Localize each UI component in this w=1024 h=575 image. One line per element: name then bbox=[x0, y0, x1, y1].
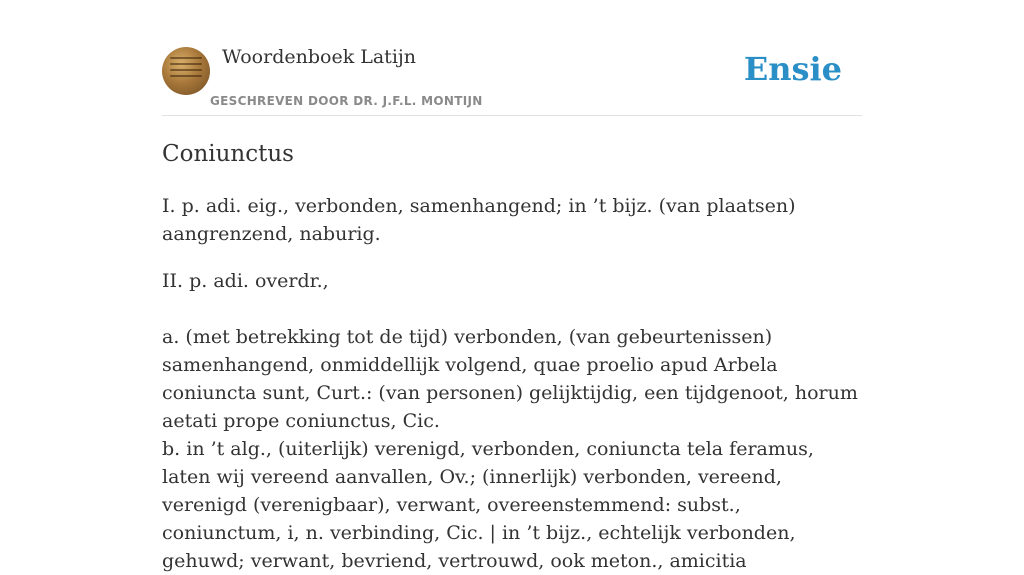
entry-headword: Coniunctus bbox=[162, 141, 294, 167]
entry-sense-2b: b. in ’t alg., (uiterlijk) verenigd, verbonden, coniuncta tela feramus, laten wij vereend aanvallen, Ov.; (innerlijk) verbonden, vereend, verenigd (verenigbaar), verwant, overeenstemmend: subst., coniunctum, i, n. verbinding, Cic. | in ’t bijz., echtelijk verbonden, gehuwd; verwant, bevriend, vertrouwd, ook meton., amicitia bbox=[162, 438, 814, 572]
header bbox=[162, 0, 862, 116]
book-title[interactable]: Woordenboek Latijn bbox=[222, 46, 417, 68]
entry-sense-1: I. p. adi. eig., verbonden, samenhangend; in ’t bijz. (van plaatsen) aangrenzend, naburig. bbox=[162, 195, 796, 245]
page bbox=[162, 0, 862, 572]
author-byline: GESCHREVEN DOOR DR. J.F.L. MONTIJN bbox=[210, 94, 483, 108]
coin-inscription bbox=[170, 57, 202, 81]
entry-sense-2a: a. (met betrekking tot de tijd) verbonden, (van gebeurtenissen) samenhangend, onmiddellijk volgend, quae proelio apud Arbela coniuncta sunt, Curt.: (van personen) gelijktijdig, een tijdgenoot, horum aetati prope coniunctus, Cic. bbox=[162, 326, 858, 432]
ensie-logo[interactable]: Ensie bbox=[743, 50, 842, 88]
coin-avatar-icon[interactable] bbox=[162, 47, 210, 95]
entry-sense-2: II. p. adi. overdr., bbox=[162, 270, 329, 292]
entry-sense-2-details bbox=[162, 323, 862, 575]
